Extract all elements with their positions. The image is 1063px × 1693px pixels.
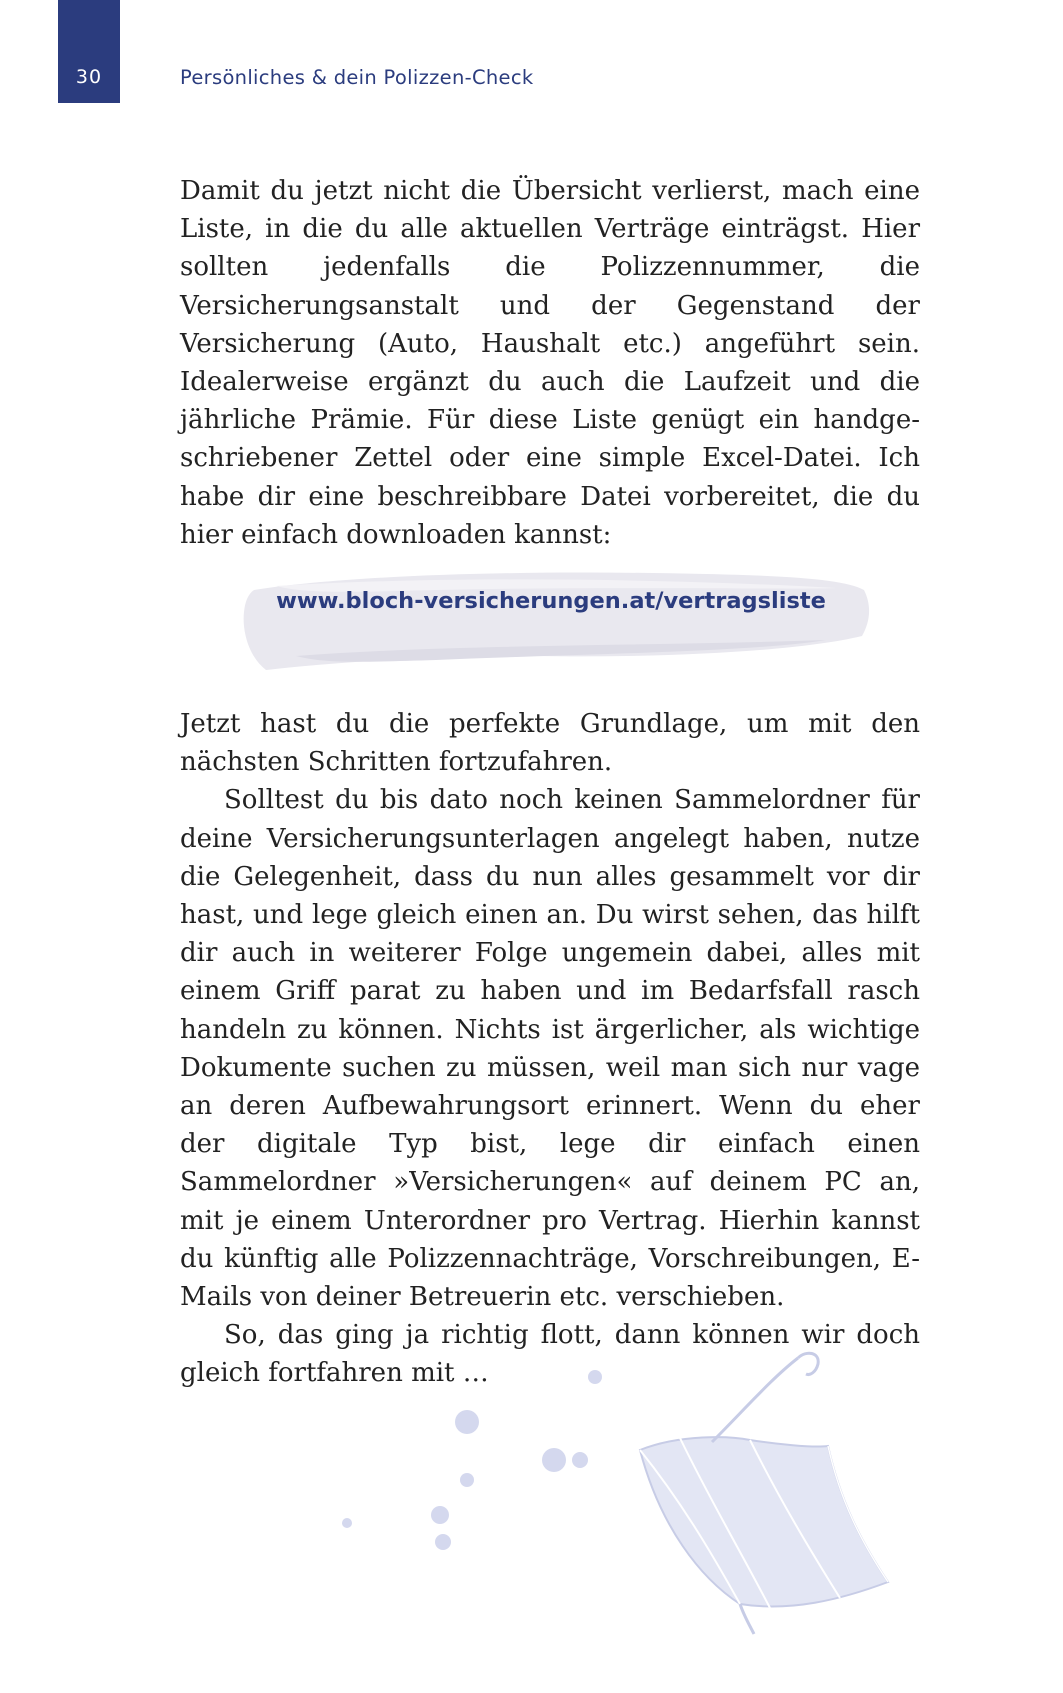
paragraph-3: Solltest du bis dato noch keinen Sammelordner für deine Versicherungsunterlagen angelegt haben, nutze die Gelegenheit, dass du nun alles gesammelt vor dir hast, und lege gleich einen an. Du wirst sehen, das hilft dir auch in weiterer Folge ungemein dabei, alles mit einem Griff parat zu haben und im Bedarfsfall rasch handeln zu können. Nichts ist ärgerlicher, als wichtige Dokumente suchen zu müssen, weil man sich nur vage an deren Aufbewahrungsort erinnert. Wenn du eher der digitale Typ bist, lege dir einfach einen Sammelordner »Versicherungen« auf deinem PC an, mit je einem Unterordner pro Vertrag. Hierhin kannst du künftig alle Polizzennachträge, Vorschreibungen, E-Mails von deiner Betreuerin etc. verschieben. — [180, 785, 920, 1313]
running-title: Persönliches & dein Polizzen-Check — [180, 66, 534, 89]
paragraph-2: Jetzt hast du die perfekte Grundlage, um mit den nächsten Schritten fortzufahren. — [180, 709, 920, 778]
rain-and-umbrella-illustration — [340, 1350, 960, 1693]
paragraph-4: So, das ging ja richtig flott, dann können wir doch gleich fortfahren mit … — [180, 1320, 920, 1389]
body-text-top — [180, 172, 920, 554]
page-number-tab — [58, 0, 120, 103]
vertragsliste-link[interactable]: www.bloch-versicherungen.at/vertragsliste — [276, 588, 826, 614]
body-text-bottom — [180, 705, 920, 1393]
brush-stroke-background — [236, 560, 876, 680]
raindrop-dots — [342, 1370, 602, 1550]
umbrella-icon — [640, 1353, 888, 1634]
paragraph-1: Damit du jetzt nicht die Übersicht verlierst, mach eine Liste, in die du alle aktuellen Verträge einträgst. Hier sollten jedenfalls die Polizzennummer, die Versicherungsanstalt und der Gegenstand der Versicherung (Auto, Haushalt etc.) angeführt sein. Idealerweise ergänzt du auch die Laufzeit und die jährliche Prämie. Für diese Liste genügt ein handgeschriebener Zettel oder eine simple Excel-Datei. Ich habe dir eine beschreibbare Datei vorbereitet, die du hier einfach downloaden kannst: — [180, 176, 920, 550]
page-number: 30 — [75, 66, 103, 88]
